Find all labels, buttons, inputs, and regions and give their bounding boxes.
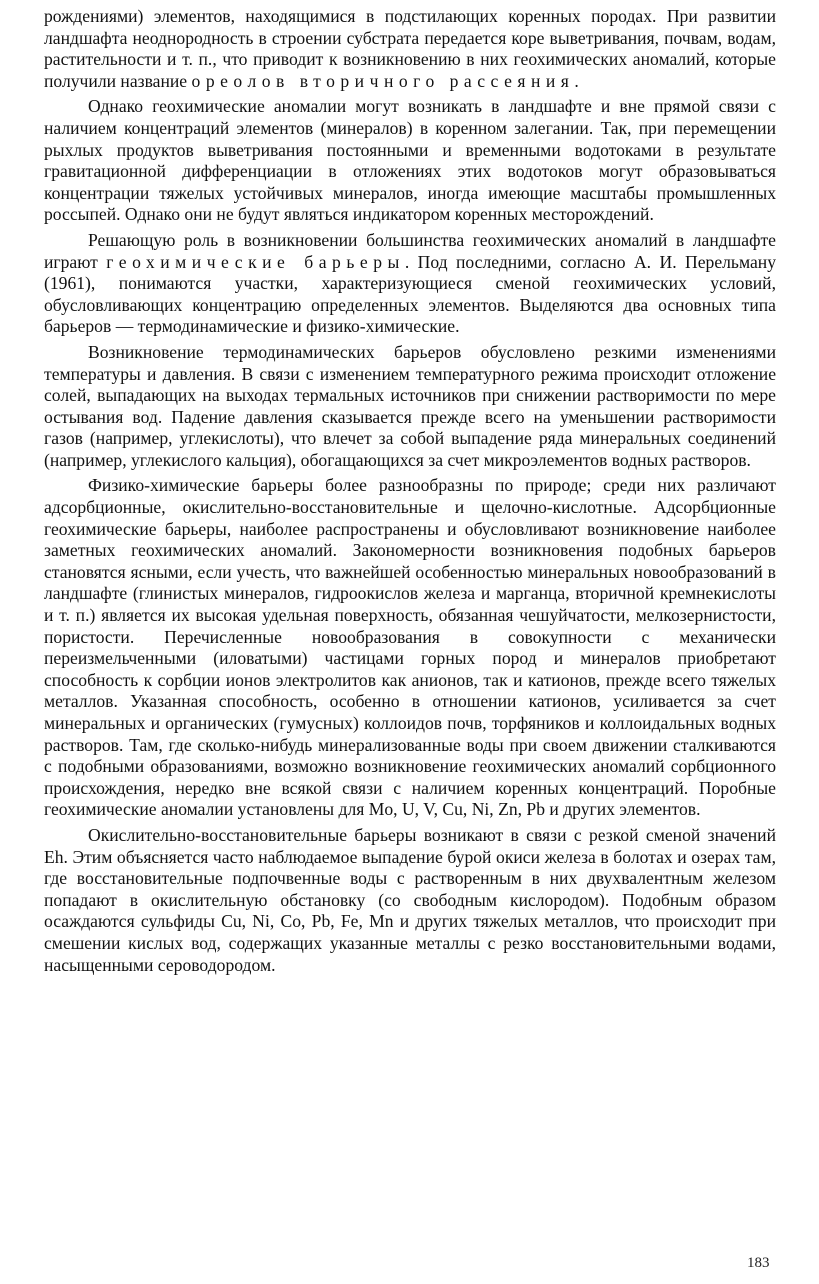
- paragraph-1: [44, 6, 776, 92]
- paragraph-1-text: рождениями) элементов, находящимися в подстилающих коренных породах. При развитии ландшафта неоднородность в строении субстрата передается коре выветривания, почвам, водам, растительности и т. п., что приводит к возникновению в них геохимических аномалий, которые получили название: [44, 6, 776, 91]
- paragraph-2: [44, 96, 776, 226]
- paragraph-1-tail: .: [574, 70, 579, 91]
- paragraph-3-emphasis: геохимические барьеры: [106, 251, 405, 272]
- paragraph-4: [44, 342, 776, 472]
- paragraph-2-text: Однако геохимические аномалии могут возникать в ландшафте и вне прямой связи с наличием концентраций элементов (минералов) в коренном залегании. Так, при перемещении рыхлых продуктов выветривания постоянными и временными водотоками в результате гравитационной дифференциации в отложениях этих водотоков могут образовываться концентрации тяжелых устойчивых минералов, иногда имеющие масштабы промышленных россыпей. Однако они не будут являться индикатором коренных месторождений.: [44, 96, 776, 225]
- paragraph-3-text: Решающую роль в возникновении большинства геохимических аномалий в ландшафте играют: [44, 229, 776, 272]
- page-body: [44, 6, 776, 980]
- paragraph-5: [44, 475, 776, 821]
- paragraph-4-text: Возникновение термодинамических барьеров обусловлено резкими изменениями температуры и давления. В связи с изменением температурного режима происходит отложение солей, выпадающих на выходах термальных источников при снижении растворимости по мере остывания вод. Падение давления сказывается прежде всего на уменьшении растворимости газов (например, углекислоты), что влечет за собой выпадение ряда минеральных соединений (например, углекислого кальция), обогащающихся за счет микроэлементов водных растворов.: [44, 341, 776, 470]
- paragraph-6: [44, 825, 776, 976]
- paragraph-6-text: Окислительно-восстановительные барьеры возникают в связи с резкой сменой значений Eh. Этим объясняется часто наблюдаемое выпадение бурой окиси железа в болотах и озерах там, где восстановительные подпочвенные воды с растворенным в них двухвалентным железом попадают в окислительную обстановку (со свободным кислородом). Подобным образом осаждаются сульфиды Cu, Ni, Co, Pb, Fe, Mn и других тяжелых металлов, что происходит при смешении кислых вод, содержащих указанные металлы с резко восстановительными водами, насыщенными сероводородом.: [44, 824, 776, 975]
- paragraph-3-tail: . Под последними, согласно А. И. Перельману (1961), понимаются участки, характеризующиеся сменой геохимических условий, обусловливающих концентрацию определенных элементов. Выделяются два основных типа барьеров — термодинамические и физико-химические.: [44, 251, 776, 337]
- paragraph-3: [44, 230, 776, 338]
- paragraph-1-emphasis: ореолов вторичного рассеяния: [191, 70, 575, 91]
- page-number: 183: [747, 1255, 770, 1271]
- paragraph-5-text: Физико-химические барьеры более разнообразны по природе; среди них различают адсорбционные, окислительно-восстановительные и щелочно-кислотные. Адсорбционные геохимические барьеры, наиболее распространены и обусловливают возникновение наиболее заметных геохимических аномалий. Закономерности возникновения подобных барьеров становятся ясными, если учесть, что важнейшей особенностью минеральных новообразований в ландшафте (глинистых минералов, гидроокислов железа и марганца, вторичной кремнекислоты и т. п.) является их высокая удельная поверхность, обязанная чешуйчатости, мелкозернистости, пористости. Перечисленные новообразования в совокупности с механически переизмельченными (иловатыми) частицами горных пород и минералов приобретают способность к сорбции ионов электролитов как анионов, так и катионов, прежде всего тяжелых металлов. Указанная способность, особенно в отношении катионов, усиливается за счет минеральных и органических (гумусных) коллоидов почв, торфяников и коллоидальных водных растворов. Там, где сколько-нибудь минерализованные воды при своем движении сталкиваются с подобными образованиями, возможно возникновение геохимических аномалий сорбционного происхождения, нередко вне всякой связи с наличием коренных концентраций. Поробные геохимические аномалии установлены для Mo, U, V, Cu, Ni, Zn, Pb и других элементов.: [44, 475, 776, 820]
